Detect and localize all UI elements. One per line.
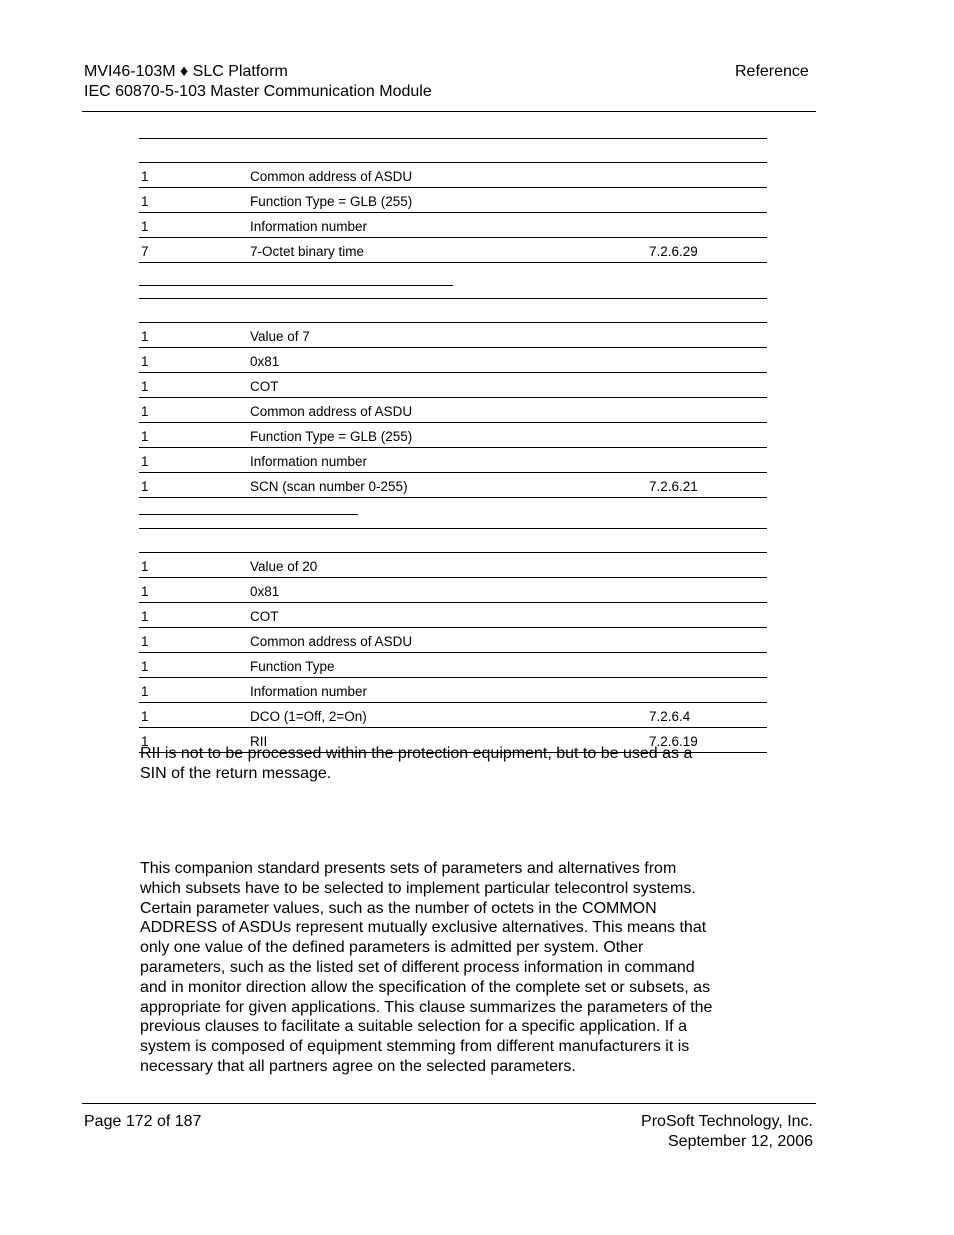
reference-cell: 7.2.6.29 [647, 238, 767, 263]
reference-cell [647, 348, 767, 373]
octets-cell: 1 [139, 728, 248, 753]
reference-cell [647, 653, 767, 678]
reference-cell [647, 373, 767, 398]
text-line: SIN of the return message. [140, 764, 332, 782]
body-paragraph [140, 859, 770, 1077]
reference-cell [647, 603, 767, 628]
description-cell: COT [248, 373, 647, 398]
text-line: which subsets have to be selected to implement particular telecontrol systems. [140, 879, 696, 897]
text-line: This companion standard presents sets of parameters and alternatives from [140, 860, 677, 877]
reference-cell [647, 398, 767, 423]
table-3 [139, 528, 767, 753]
table-header-row [139, 299, 767, 323]
description-cell: Common address of ASDU [248, 398, 647, 423]
text-line: system is composed of equipment stemming from different manufacturers it is [140, 1038, 690, 1056]
table-row [139, 238, 767, 263]
text-line: only one value of the defined parameters is admitted per system. Other [140, 939, 644, 957]
reference-cell [647, 678, 767, 703]
reference-cell [647, 188, 767, 213]
description-cell: Information number [248, 448, 647, 473]
text-line: and in monitor direction allow the specification of the complete set or subsets, as [140, 978, 711, 996]
section-rule-2 [139, 514, 358, 515]
reference-cell [647, 578, 767, 603]
table-row [139, 603, 767, 628]
table-header-cell [647, 529, 767, 553]
table-row [139, 448, 767, 473]
description-cell: SCN (scan number 0-255) [248, 473, 647, 498]
octets-cell: 1 [139, 553, 248, 578]
octets-cell: 1 [139, 423, 248, 448]
section-rule-1 [139, 285, 453, 286]
octets-cell: 1 [139, 373, 248, 398]
description-cell: 7-Octet binary time [248, 238, 647, 263]
footer-divider [82, 1103, 816, 1104]
footer-date: September 12, 2006 [668, 1133, 813, 1150]
octets-cell: 1 [139, 473, 248, 498]
table-row [139, 213, 767, 238]
table-header-cell [248, 529, 647, 553]
table-row [139, 348, 767, 373]
octets-cell: 1 [139, 398, 248, 423]
table-row [139, 163, 767, 188]
header-divider [82, 111, 816, 112]
description-cell: Function Type = GLB (255) [248, 188, 647, 213]
description-cell: Function Type [248, 653, 647, 678]
footer-page-number: Page 172 of 187 [84, 1113, 202, 1130]
description-cell: Information number [248, 678, 647, 703]
reference-cell [647, 628, 767, 653]
footer-company: ProSoft Technology, Inc. [641, 1113, 813, 1130]
note-paragraph [140, 744, 770, 784]
table-header-cell [647, 139, 767, 163]
table-row [139, 553, 767, 578]
reference-cell [647, 163, 767, 188]
reference-cell: 7.2.6.21 [647, 473, 767, 498]
text-line: previous clauses to facilitate a suitable selection for a specific application. If a [140, 1018, 687, 1036]
octets-cell: 1 [139, 163, 248, 188]
reference-cell: 7.2.6.4 [647, 703, 767, 728]
table-header-row [139, 529, 767, 553]
description-cell: Common address of ASDU [248, 163, 647, 188]
octets-cell: 1 [139, 348, 248, 373]
table-header-cell [139, 299, 248, 323]
reference-cell [647, 423, 767, 448]
header-module-name: IEC 60870-5-103 Master Communication Module [84, 83, 432, 100]
description-cell: Function Type = GLB (255) [248, 423, 647, 448]
reference-cell: 7.2.6.19 [647, 728, 767, 753]
table-header-cell [248, 139, 647, 163]
octets-cell: 1 [139, 678, 248, 703]
description-cell: Information number [248, 213, 647, 238]
header-product-line: MVI46-103M ♦ SLC Platform [84, 63, 288, 80]
table-row [139, 188, 767, 213]
octets-cell: 7 [139, 238, 248, 263]
table-1 [139, 138, 767, 263]
text-line: necessary that all partners agree on the selected parameters. [140, 1057, 576, 1075]
description-cell: DCO (1=Off, 2=On) [248, 703, 647, 728]
table-row [139, 653, 767, 678]
reference-cell [647, 213, 767, 238]
table-row [139, 678, 767, 703]
reference-cell [647, 323, 767, 348]
text-line: parameters, such as the listed set of different process information in command [140, 958, 695, 976]
octets-cell: 1 [139, 188, 248, 213]
table-header-cell [139, 529, 248, 553]
reference-cell [647, 553, 767, 578]
table-row [139, 628, 767, 653]
text-line: Certain parameter values, such as the number of octets in the COMMON [140, 899, 657, 917]
table-row [139, 473, 767, 498]
description-cell: Common address of ASDU [248, 628, 647, 653]
text-line: ADDRESS of ASDUs represent mutually exclusive alternatives. This means that [140, 919, 707, 937]
octets-cell: 1 [139, 653, 248, 678]
description-cell: 0x81 [248, 578, 647, 603]
table-row [139, 398, 767, 423]
text-line: appropriate for given applications. This clause summarizes the parameters of the [140, 998, 713, 1016]
description-cell: Value of 7 [248, 323, 647, 348]
table-row [139, 703, 767, 728]
octets-cell: 1 [139, 603, 248, 628]
description-cell: COT [248, 603, 647, 628]
table-2 [139, 298, 767, 498]
octets-cell: 1 [139, 323, 248, 348]
table-header-cell [248, 299, 647, 323]
table-row [139, 578, 767, 603]
table-header-cell [647, 299, 767, 323]
octets-cell: 1 [139, 578, 248, 603]
table-row [139, 323, 767, 348]
table-header-row [139, 139, 767, 163]
octets-cell: 1 [139, 448, 248, 473]
octets-cell: 1 [139, 628, 248, 653]
table-row [139, 423, 767, 448]
header-section: Reference [735, 63, 809, 80]
octets-cell: 1 [139, 703, 248, 728]
reference-cell [647, 448, 767, 473]
octets-cell: 1 [139, 213, 248, 238]
description-cell: RII [248, 728, 647, 753]
table-header-cell [139, 139, 248, 163]
table-row [139, 373, 767, 398]
text-line: RII is not to be processed within the protection equipment, but to be used as a [140, 745, 693, 762]
description-cell: Value of 20 [248, 553, 647, 578]
description-cell: 0x81 [248, 348, 647, 373]
